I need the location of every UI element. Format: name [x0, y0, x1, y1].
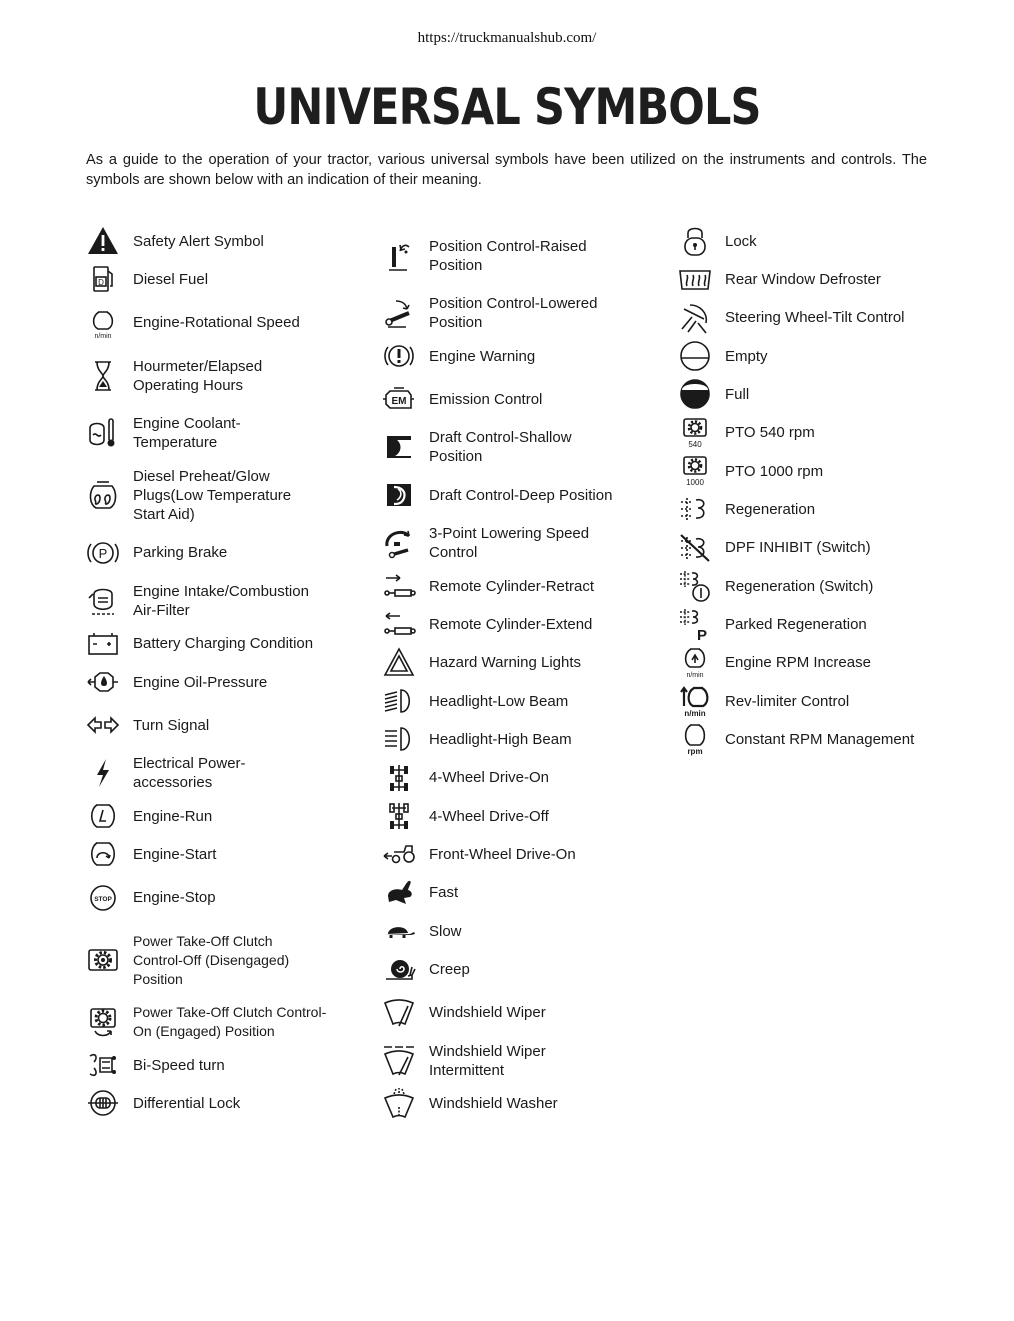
symbol-label: Steering Wheel-Tilt Control: [725, 309, 905, 326]
symbol-label: Parking Brake: [133, 544, 228, 561]
symbol-label: Remote Cylinder-Extend: [429, 615, 593, 633]
symbol-label: Headlight-Low Beam: [429, 692, 569, 710]
pto-540-icon: [678, 416, 712, 450]
symbol-row: [86, 749, 356, 797]
symbol-label: Slow: [429, 922, 462, 940]
svg-text:EM: EM: [391, 396, 407, 407]
symbol-label: Battery Charging Condition: [133, 635, 314, 652]
symbol-row: [678, 260, 968, 298]
symbol-row: [382, 835, 652, 873]
symbol-label: Engine RPM Increase: [725, 654, 871, 671]
symbol-label: 4-Wheel Drive-Off: [429, 807, 549, 825]
cylinder-extend-icon: [382, 607, 416, 641]
symbol-label: Full: [725, 385, 750, 403]
page-title: UNIVERSAL SYMBOLS: [253, 78, 761, 136]
symbol-row: [678, 490, 968, 528]
parking-brake-icon: [86, 536, 120, 570]
symbol-label: Safety Alert Symbol: [133, 232, 264, 250]
symbol-row: [86, 998, 356, 1046]
svg-text:n/min: n/min: [686, 671, 704, 679]
symbol-label: Diesel Fuel: [133, 270, 209, 288]
engine-rotational-speed-icon: [86, 306, 120, 340]
rev-limiter-icon: [678, 684, 712, 718]
symbol-row: [86, 260, 356, 298]
wiper-icon: [382, 996, 416, 1030]
symbol-label: PTO 1000 rpm: [725, 462, 824, 480]
air-filter-icon: [86, 584, 120, 618]
position-raised-icon: [382, 239, 416, 273]
cylinder-retract-icon: [382, 569, 416, 603]
symbol-label: Engine Intake/Combustion Air-Filter: [133, 582, 309, 619]
symbol-label: Headlight-High Beam: [429, 730, 572, 748]
pto-1000-icon: [678, 454, 712, 488]
symbol-label: Electrical Power-accessories: [133, 755, 246, 791]
symbol-label: Hourmeter/Elapsed Operating Hours: [133, 357, 263, 394]
symbol-row: [86, 663, 356, 701]
coolant-temperature-icon: [86, 416, 120, 450]
svg-text:540: 540: [688, 439, 702, 449]
svg-text:rpm: rpm: [687, 747, 703, 756]
svg-text:n/min: n/min: [684, 709, 706, 718]
symbol-row: [678, 605, 968, 643]
symbol-row: [382, 682, 652, 720]
wiper-intermittent-icon: [382, 1044, 416, 1078]
symbol-row: [678, 375, 968, 413]
symbol-row: [86, 404, 356, 462]
symbol-label: Parked Regeneration: [725, 615, 867, 633]
lightning-bolt-icon: [86, 756, 120, 790]
svg-text:P: P: [98, 545, 108, 561]
symbol-label: DPF INHIBIT (Switch): [725, 539, 871, 556]
pto-clutch-off-icon: [86, 943, 120, 977]
hazard-warning-icon: [382, 646, 416, 680]
symbol-label: Windshield Wiper Intermittent: [429, 1042, 546, 1079]
rear-defroster-icon: [678, 262, 712, 296]
svg-text:1000: 1000: [686, 478, 704, 487]
regeneration-switch-icon: [678, 569, 712, 603]
oil-pressure-icon: [86, 665, 120, 699]
symbol-label: Engine Oil-Pressure: [133, 673, 268, 691]
symbol-row: [382, 471, 652, 519]
source-url[interactable]: https://truckmanualshub.com/: [417, 30, 597, 46]
symbol-label: Draft Control-Shallow Position: [429, 429, 572, 465]
symbol-row: [382, 1084, 652, 1122]
engine-run-icon: [86, 799, 120, 833]
symbol-row: [86, 835, 356, 873]
symbol-row: [86, 1084, 356, 1122]
symbol-row: [86, 222, 356, 260]
symbol-row: [382, 912, 652, 950]
symbol-row: [86, 298, 356, 347]
high-beam-icon: [382, 722, 416, 756]
symbol-row: [382, 423, 652, 471]
symbol-row: [678, 337, 968, 375]
symbol-row: [382, 222, 652, 289]
pto-clutch-on-icon: [86, 1005, 120, 1039]
empty-icon: [678, 339, 712, 373]
symbol-row: [382, 375, 652, 423]
engine-start-icon: [86, 837, 120, 871]
symbol-row: [678, 720, 968, 758]
symbol-row: [86, 347, 356, 404]
symbol-row: [678, 567, 968, 605]
diesel-fuel-icon: [86, 262, 120, 296]
symbol-label: Differential Lock: [133, 1094, 241, 1112]
draft-deep-icon: [382, 478, 416, 512]
rpm-increase-icon: [678, 646, 712, 680]
draft-shallow-icon: [382, 430, 416, 464]
symbol-row: [86, 528, 356, 577]
svg-text:P: P: [696, 627, 708, 641]
symbol-row: [382, 567, 652, 605]
constant-rpm-icon: [678, 722, 712, 756]
symbol-label: Fast: [429, 884, 459, 901]
symbol-row: [382, 1037, 652, 1084]
symbol-row: [678, 643, 968, 682]
front-wheel-drive-icon: [382, 837, 416, 871]
turn-signal-icon: [86, 708, 120, 742]
symbol-label: Bi-Speed turn: [133, 1056, 225, 1074]
four-wheel-drive-on-icon: [382, 761, 416, 795]
symbol-label: Emission Control: [429, 390, 543, 408]
symbol-label: Power Take-Off Clutch Control-Off (Disengaged) Position: [133, 932, 290, 987]
symbol-row: [382, 605, 652, 643]
symbol-row: [382, 797, 652, 835]
symbol-row: [678, 222, 968, 260]
rabbit-icon: [382, 876, 416, 910]
symbol-row: [382, 289, 652, 337]
differential-lock-icon: [86, 1086, 120, 1120]
symbol-row: [86, 873, 356, 922]
svg-text:D: D: [98, 278, 104, 287]
engine-warning-icon: [382, 339, 416, 373]
emission-control-icon: [382, 382, 416, 416]
symbol-row: [678, 682, 968, 720]
symbol-row: [382, 873, 652, 912]
symbol-label: 4-Wheel Drive-On: [429, 769, 550, 786]
engine-stop-icon: [86, 881, 120, 915]
symbol-label: Empty: [725, 347, 768, 365]
symbol-label: Rev-limiter Control: [725, 692, 850, 710]
symbol-label: Power Take-Off Clutch Control-On (Engaged) Position: [133, 1004, 327, 1039]
svg-text:n/min: n/min: [94, 332, 112, 340]
symbol-row: [678, 452, 968, 490]
symbol-label: Position Control-Lowered Position: [429, 295, 598, 331]
symbol-label: Hazard Warning Lights: [429, 654, 582, 671]
glow-plug-icon: [86, 478, 120, 512]
steering-tilt-icon: [678, 301, 712, 335]
symbol-label: Diesel Preheat/Glow Plugs(Low Temperature Start Aid): [133, 467, 292, 523]
symbol-row: [382, 758, 652, 797]
symbol-row: [382, 519, 652, 567]
symbol-label: Turn Signal: [133, 716, 210, 734]
washer-icon: [382, 1086, 416, 1120]
svg-text:STOP: STOP: [94, 895, 112, 903]
symbol-row: [86, 1046, 356, 1084]
full-icon: [678, 377, 712, 411]
lowering-speed-icon: [382, 526, 416, 560]
symbol-row: [678, 528, 968, 567]
symbol-label: Rear Window Defroster: [725, 270, 881, 288]
symbol-label: Creep: [429, 960, 470, 978]
symbol-label: Windshield Wiper: [429, 1004, 546, 1021]
low-beam-icon: [382, 684, 416, 718]
safety-alert-icon: [86, 224, 120, 258]
snail-icon: [382, 952, 416, 986]
intro-paragraph: As a guide to the operation of your tractor, various universal symbols have been utilized on the instruments and controls. The symbols are shown below with an indication of their meaning.: [86, 152, 927, 188]
symbol-row: [86, 797, 356, 835]
symbol-label: Lock: [725, 232, 757, 250]
battery-icon: [86, 627, 120, 661]
symbol-row: [382, 720, 652, 758]
symbol-label: Front-Wheel Drive-On: [429, 845, 576, 863]
symbol-row: [382, 643, 652, 682]
symbol-label: Engine Warning: [429, 347, 536, 365]
lock-icon: [678, 224, 712, 258]
symbol-row: [382, 337, 652, 375]
parked-regeneration-icon: [678, 607, 712, 641]
symbol-label: Remote Cylinder-Retract: [429, 577, 595, 595]
symbol-row: [86, 624, 356, 663]
symbol-label: Engine-Rotational Speed: [133, 314, 300, 331]
symbol-label: Constant RPM Management: [725, 730, 915, 748]
symbol-row: [86, 922, 356, 998]
dpf-inhibit-icon: [678, 531, 712, 565]
symbol-label: Engine-Stop: [133, 889, 216, 906]
symbol-row: [86, 462, 356, 528]
symbol-row: [86, 577, 356, 624]
hourglass-icon: [86, 359, 120, 393]
four-wheel-drive-off-icon: [382, 799, 416, 833]
symbol-label: Engine-Run: [133, 807, 213, 825]
symbol-label: PTO 540 rpm: [725, 424, 815, 441]
symbol-label: Engine Coolant-Temperature: [133, 415, 241, 451]
symbol-row: [382, 988, 652, 1037]
symbol-label: Draft Control-Deep Position: [429, 486, 613, 504]
symbol-label: Engine-Start: [133, 845, 217, 863]
position-lowered-icon: [382, 296, 416, 330]
symbol-label: 3-Point Lowering Speed Control: [429, 525, 590, 561]
symbol-label: Position Control-Raised Position: [429, 237, 587, 274]
symbol-label: Regeneration (Switch): [725, 577, 874, 595]
symbol-row: [678, 298, 968, 337]
turtle-icon: [382, 914, 416, 948]
symbol-row: [86, 701, 356, 749]
symbol-row: [678, 413, 968, 452]
symbol-label: Windshield Washer: [429, 1094, 558, 1112]
symbol-label: Regeneration: [725, 500, 816, 518]
regeneration-icon: [678, 492, 712, 526]
symbol-row: [382, 950, 652, 988]
bi-speed-turn-icon: [86, 1048, 120, 1082]
